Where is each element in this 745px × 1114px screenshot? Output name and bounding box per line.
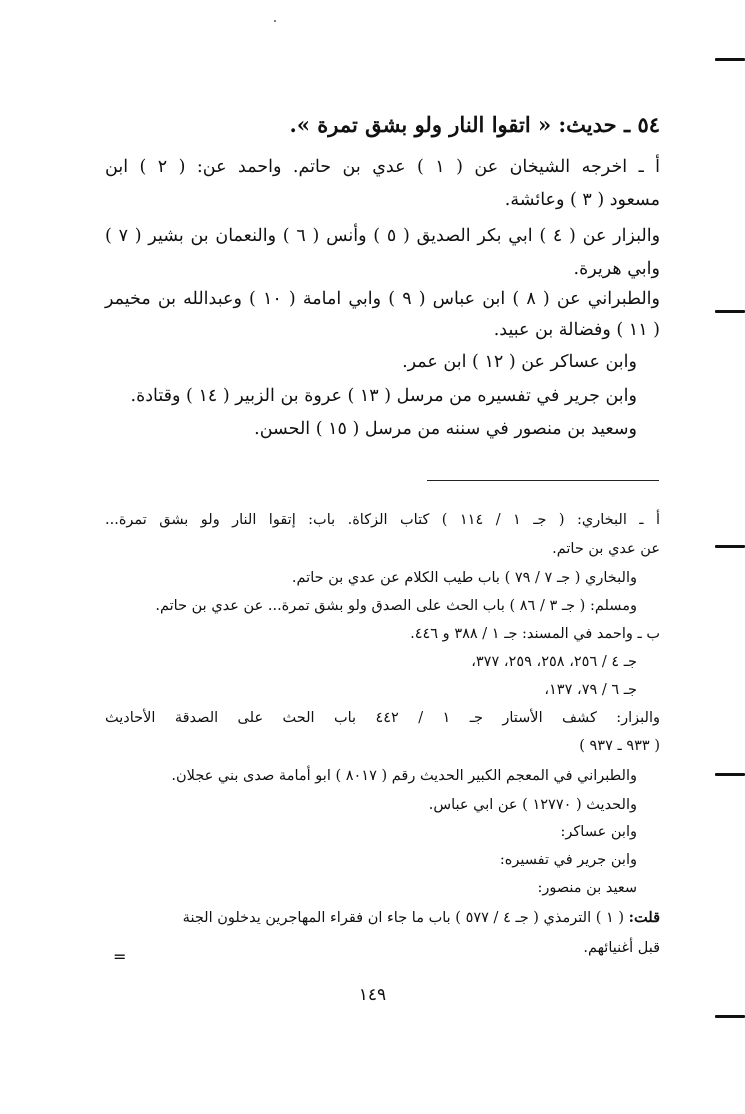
- main-line: أ ـ اخرجه الشيخان عن ( ١ ) عدي بن حاتم. واحمد عن: ( ٢ ) ابن: [105, 157, 661, 177]
- footnote-line: ب ـ واحمد في المسند: جـ ١ / ٣٨٨ و ٤٤٦.: [410, 626, 660, 642]
- margin-mark: [715, 310, 745, 313]
- footnote-line: جـ ٦ / ٧٩، ١٣٧،: [544, 682, 637, 698]
- footnote-line: أ ـ البخاري: ( جـ ١ / ١١٤ ) كتاب الزكاة. باب: إتقوا النار ولو بشق تمرة...: [105, 512, 660, 528]
- main-line: والبزار عن ( ٤ ) ابي بكر الصديق ( ٥ ) وأنس ( ٦ ) والنعمان بن بشير ( ٧ ): [105, 226, 661, 246]
- main-line: والطبراني عن ( ٨ ) ابن عباس ( ٩ ) وابي امامة ( ١٠ ) وعبدالله بن مخيمر: [105, 289, 660, 309]
- main-line: وسعيد بن منصور في سننه من مرسل ( ١٥ ) الحسن.: [254, 419, 637, 439]
- footnote-line: والحديث ( ١٢٧٧٠ ) عن ابي عباس.: [428, 797, 637, 813]
- footnote-text: ( ١ ) الترمذي ( جـ ٤ / ٥٧٧ ) باب ما جاء ان فقراء المهاجرين يدخلون الجنة: [182, 910, 625, 926]
- footnote-line: جـ ٤ / ٢٥٦، ٢٥٨، ٢٥٩، ٣٧٧،: [471, 654, 637, 670]
- footnote-line: والطبراني في المعجم الكبير الحديث رقم ( ٨٠١٧ ) ابو أمامة صدى بني عجلان.: [171, 768, 637, 784]
- footnote-line: قبل أغنيائهم.: [583, 940, 660, 956]
- margin-mark: [715, 545, 745, 548]
- footnote-line: ومسلم: ( جـ ٣ / ٨٦ ) باب الحث على الصدق ولو بشق تمرة... عن عدي بن حاتم.: [155, 598, 637, 614]
- page-number: ١٤٩: [358, 985, 387, 1005]
- speck: [274, 20, 276, 22]
- qult-label: قلت:: [628, 909, 660, 926]
- main-line: وابن عساكر عن ( ١٢ ) ابن عمر.: [402, 352, 637, 372]
- footnote-line: وابن عساكر:: [560, 824, 637, 840]
- main-line: وابن جرير في تفسيره من مرسل ( ١٣ ) عروة بن الزبير ( ١٤ ) وقتادة.: [130, 386, 637, 406]
- footnote-line: والبخاري ( جـ ٧ / ٧٩ ) باب طيب الكلام عن عدي بن حاتم.: [291, 570, 637, 586]
- footnote-line: وابن جرير في تفسيره:: [499, 852, 637, 868]
- main-line: ( ١١ ) وفضالة بن عبيد.: [493, 320, 660, 340]
- footnote-line: ( ٩٣٣ ـ ٩٣٧ ): [579, 738, 660, 754]
- hadith-heading: ٥٤ ـ حديث: « اتقوا النار ولو بشق تمرة ».: [289, 112, 660, 137]
- margin-mark: [715, 1015, 745, 1018]
- margin-mark: [715, 773, 745, 776]
- main-line: وابي هريرة.: [573, 259, 660, 279]
- footnote-separator: [427, 480, 659, 481]
- footnote-line: عن عدي بن حاتم.: [552, 541, 660, 557]
- footnote-line-qult: [105, 909, 660, 926]
- continuation-mark: =: [113, 947, 127, 966]
- margin-mark: [715, 58, 745, 61]
- main-line: مسعود ( ٣ ) وعائشة.: [504, 190, 660, 210]
- footnote-line: سعيد بن منصور:: [537, 880, 637, 896]
- footnote-line: والبزار: كشف الأستار جـ ١ / ٤٤٢ باب الحث على الصدقة الأحاديث: [105, 710, 661, 726]
